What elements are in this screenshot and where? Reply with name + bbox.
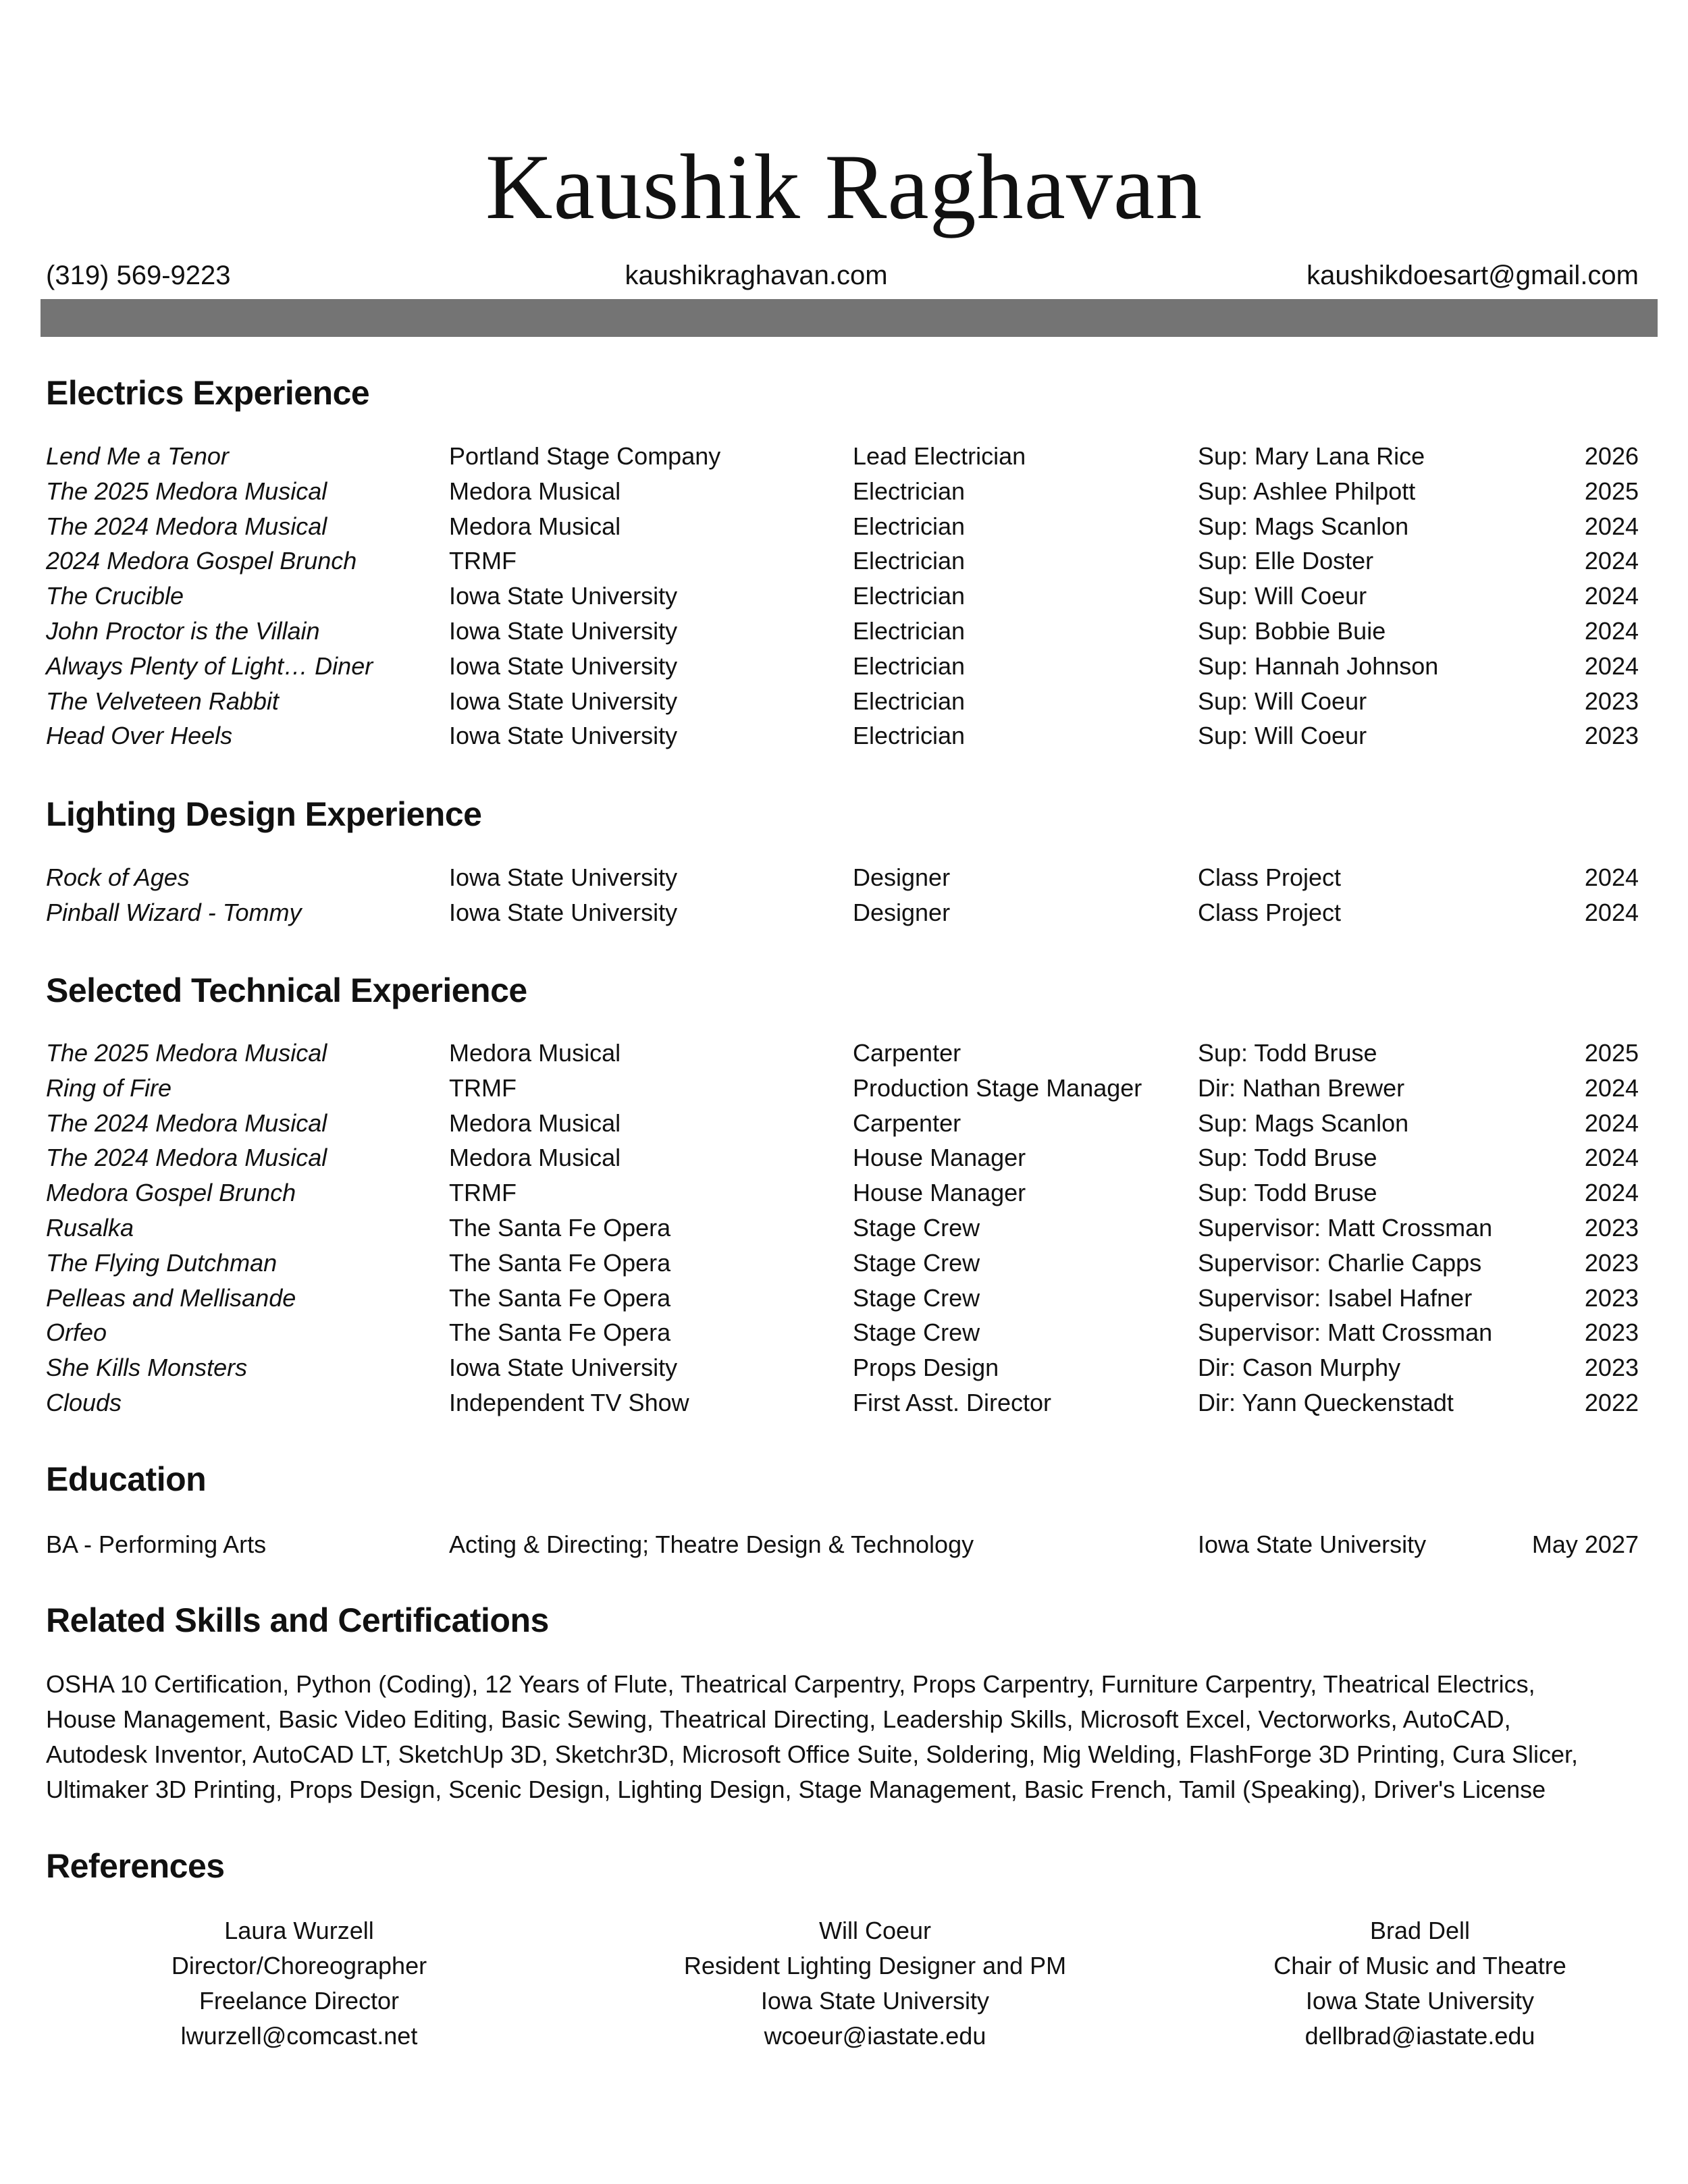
organization: TRMF (449, 1179, 517, 1207)
technical-row (0, 1175, 1688, 1210)
technical-row (0, 1071, 1688, 1106)
production-title: Pinball Wizard - Tommy (46, 898, 302, 926)
technical-row (0, 1210, 1688, 1246)
supervisor: Sup: Todd Bruse (1198, 1144, 1377, 1172)
production-title: She Kills Monsters (46, 1354, 248, 1382)
role: Stage Crew (853, 1248, 980, 1277)
section-heading-technical: Selected Technical Experience (46, 971, 527, 1009)
supervisor: Dir: Nathan Brewer (1198, 1073, 1405, 1102)
organization: The Santa Fe Opera (449, 1319, 671, 1347)
supervisor: Sup: Mags Scanlon (1198, 1109, 1409, 1137)
production-title: Always Plenty of Light… Diner (46, 651, 373, 680)
lighting-row (0, 895, 1688, 930)
role: Props Design (853, 1354, 999, 1382)
role: Electrician (853, 547, 966, 575)
organization: The Santa Fe Opera (449, 1214, 671, 1242)
technical-row (0, 1106, 1688, 1141)
organization: Medora Musical (449, 477, 621, 505)
section-heading-references: References (46, 1847, 225, 1885)
organization: Iowa State University (449, 582, 678, 610)
production-title: Pelleas and Mellisande (46, 1283, 296, 1312)
supervisor: Sup: Todd Bruse (1198, 1039, 1377, 1067)
lighting-row (0, 860, 1688, 895)
year: 2023 (1584, 1283, 1639, 1312)
year: 2023 (1584, 1248, 1639, 1277)
year: 2023 (1584, 1319, 1639, 1347)
production-title: Rusalka (46, 1214, 134, 1242)
section-heading-electrics: Electrics Experience (46, 374, 370, 412)
resume-name: Kaushik Raghavan (485, 135, 1203, 238)
year: 2023 (1584, 1354, 1639, 1382)
reference-name: Laura Wurzell (224, 1917, 374, 1944)
supervisor: Sup: Mary Lana Rice (1198, 442, 1425, 470)
supervisor: Sup: Will Coeur (1198, 687, 1367, 715)
technical-row (0, 1315, 1688, 1350)
supervisor: Supervisor: Matt Crossman (1198, 1214, 1493, 1242)
organization: Iowa State University (449, 1354, 678, 1382)
supervisor: Supervisor: Charlie Capps (1198, 1248, 1482, 1277)
section-heading-lighting: Lighting Design Experience (46, 795, 482, 833)
reference-title: Director/Choreographer (171, 1952, 427, 1979)
year: 2024 (1584, 1109, 1639, 1137)
supervisor: Supervisor: Matt Crossman (1198, 1319, 1493, 1347)
role: Stage Crew (853, 1283, 980, 1312)
role: Electrician (853, 651, 966, 680)
technical-row (0, 1140, 1688, 1175)
reference-name: Brad Dell (1369, 1917, 1471, 1944)
supervisor: Dir: Yann Queckenstadt (1198, 1389, 1454, 1416)
reference-name: Will Coeur (818, 1917, 932, 1944)
electrics-row (0, 543, 1688, 579)
technical-row (0, 1350, 1688, 1385)
electrics-row (0, 474, 1688, 509)
supervisor: Sup: Todd Bruse (1198, 1179, 1377, 1207)
electrics-row (0, 509, 1688, 544)
supervisor: Supervisor: Isabel Hafner (1198, 1283, 1473, 1312)
production-title: The 2024 Medora Musical (46, 1144, 327, 1172)
organization: Medora Musical (449, 1039, 621, 1067)
organization: TRMF (449, 1073, 517, 1102)
email-link[interactable]: kaushikdoesart@gmail.com (1307, 261, 1639, 290)
section-heading-skills: Related Skills and Certifications (46, 1601, 549, 1639)
production-title: Head Over Heels (46, 722, 233, 750)
supervisor: Sup: Hannah Johnson (1198, 651, 1439, 680)
organization: Iowa State University (449, 863, 678, 891)
organization: Medora Musical (449, 512, 621, 540)
role: Lead Electrician (853, 442, 1026, 470)
production-title: Rock of Ages (46, 863, 190, 891)
year: 2024 (1584, 617, 1639, 645)
school: Iowa State University (1198, 1530, 1427, 1558)
supervisor: Sup: Bobbie Buie (1198, 617, 1386, 645)
degree: BA - Performing Arts (46, 1530, 267, 1558)
role: Stage Crew (853, 1214, 980, 1242)
supervisor: Sup: Will Coeur (1198, 722, 1367, 750)
supervisor: Sup: Will Coeur (1198, 582, 1367, 610)
year: 2023 (1584, 1214, 1639, 1242)
supervisor: Class Project (1198, 898, 1342, 926)
technical-row (0, 1385, 1688, 1420)
role: Carpenter (853, 1039, 961, 1067)
production-title: Medora Gospel Brunch (46, 1179, 296, 1207)
organization: The Santa Fe Opera (449, 1248, 671, 1277)
organization: Medora Musical (449, 1109, 621, 1137)
year: 2024 (1584, 651, 1639, 680)
production-title: 2024 Medora Gospel Brunch (46, 547, 357, 575)
electrics-row (0, 439, 1688, 474)
reference-email[interactable]: dellbrad@iastate.edu (1304, 2022, 1535, 2050)
production-title: The 2025 Medora Musical (46, 1039, 327, 1067)
education-row (0, 1527, 1688, 1562)
reference-email[interactable]: lwurzell@comcast.net (180, 2022, 418, 2050)
production-title: The Crucible (46, 582, 184, 610)
organization: The Santa Fe Opera (449, 1283, 671, 1312)
role: Electrician (853, 722, 966, 750)
phone-number: (319) 569-9223 (46, 261, 231, 290)
role: House Manager (853, 1179, 1026, 1207)
role: Electrician (853, 477, 966, 505)
year: 2025 (1584, 1039, 1639, 1067)
year: 2023 (1584, 687, 1639, 715)
production-title: Ring of Fire (46, 1073, 172, 1102)
skills-line: Ultimaker 3D Printing, Props Design, Scenic Design, Lighting Design, Stage Management, Basic French, Tamil (Speaking), Driver's License (46, 1776, 1546, 1803)
production-title: Lend Me a Tenor (46, 442, 229, 470)
graduation-date: May 2027 (1531, 1530, 1639, 1558)
reference-organization: Iowa State University (1305, 1987, 1535, 2015)
role: Electrician (853, 582, 966, 610)
role: House Manager (853, 1144, 1026, 1172)
website-link[interactable]: kaushikraghavan.com (625, 261, 888, 290)
reference-title: Resident Lighting Designer and PM (683, 1952, 1067, 1979)
supervisor: Dir: Cason Murphy (1198, 1354, 1401, 1382)
organization: Iowa State University (449, 687, 678, 715)
role: Electrician (853, 617, 966, 645)
role: Electrician (853, 512, 966, 540)
technical-row (0, 1036, 1688, 1071)
role: Carpenter (853, 1109, 961, 1137)
reference-email[interactable]: wcoeur@iastate.edu (764, 2022, 986, 2050)
year: 2024 (1584, 582, 1639, 610)
role: Stage Crew (853, 1319, 980, 1347)
production-title: The Flying Dutchman (46, 1248, 278, 1277)
role: First Asst. Director (853, 1389, 1052, 1416)
year: 2024 (1584, 1179, 1639, 1207)
organization: Medora Musical (449, 1144, 621, 1172)
skills-line: OSHA 10 Certification, Python (Coding), 12 Years of Flute, Theatrical Carpentry, Props Carpentry, Furniture Carpentry, Theatrical Electrics, (46, 1670, 1535, 1698)
year: 2023 (1584, 722, 1639, 750)
electrics-row (0, 649, 1688, 684)
year: 2024 (1584, 1073, 1639, 1102)
organization: Iowa State University (449, 651, 678, 680)
electrics-row (0, 718, 1688, 753)
organization: Portland Stage Company (449, 442, 721, 470)
production-title: Clouds (46, 1389, 122, 1416)
reference-card (1150, 1913, 1688, 2054)
role: Electrician (853, 687, 966, 715)
production-title: Orfeo (46, 1319, 107, 1347)
production-title: The 2024 Medora Musical (46, 1109, 327, 1137)
skills-line: Autodesk Inventor, AutoCAD LT, SketchUp 3D, Sketchr3D, Microsoft Office Suite, Soldering, Mig Welding, FlashForge 3D Printing, Cura Slicer, (46, 1740, 1579, 1768)
header-divider-bar (41, 299, 1658, 337)
technical-row (0, 1246, 1688, 1281)
electrics-row (0, 684, 1688, 719)
reference-card (605, 1913, 1145, 2054)
year: 2024 (1584, 547, 1639, 575)
production-title: The Velveteen Rabbit (46, 687, 279, 715)
role: Designer (853, 863, 951, 891)
year: 2024 (1584, 863, 1639, 891)
supervisor: Sup: Elle Doster (1198, 547, 1374, 575)
organization: Independent TV Show (449, 1389, 689, 1416)
electrics-row (0, 579, 1688, 614)
technical-row (0, 1281, 1688, 1316)
reference-card (29, 1913, 569, 2054)
reference-organization: Freelance Director (199, 1987, 400, 2015)
year: 2026 (1584, 442, 1639, 470)
supervisor: Sup: Mags Scanlon (1198, 512, 1409, 540)
organization: Iowa State University (449, 617, 678, 645)
organization: Iowa State University (449, 722, 678, 750)
production-title: John Proctor is the Villain (46, 617, 320, 645)
focus: Acting & Directing; Theatre Design & Technology (449, 1530, 974, 1558)
production-title: The 2024 Medora Musical (46, 512, 327, 540)
year: 2024 (1584, 1144, 1639, 1172)
year: 2022 (1584, 1389, 1639, 1416)
organization: Iowa State University (449, 898, 678, 926)
role: Designer (853, 898, 951, 926)
year: 2024 (1584, 898, 1639, 926)
supervisor: Class Project (1198, 863, 1342, 891)
section-heading-education: Education (46, 1460, 207, 1498)
electrics-row (0, 614, 1688, 649)
supervisor: Sup: Ashlee Philpott (1198, 477, 1416, 505)
skills-line: House Management, Basic Video Editing, Basic Sewing, Theatrical Directing, Leadership Skills, Microsoft Excel, Vectorworks, AutoCAD, (46, 1705, 1511, 1733)
role: Production Stage Manager (853, 1073, 1142, 1102)
reference-organization: Iowa State University (760, 1987, 990, 2015)
year: 2025 (1584, 477, 1639, 505)
production-title: The 2025 Medora Musical (46, 477, 327, 505)
organization: TRMF (449, 547, 517, 575)
reference-title: Chair of Music and Theatre (1273, 1952, 1566, 1979)
year: 2024 (1584, 512, 1639, 540)
